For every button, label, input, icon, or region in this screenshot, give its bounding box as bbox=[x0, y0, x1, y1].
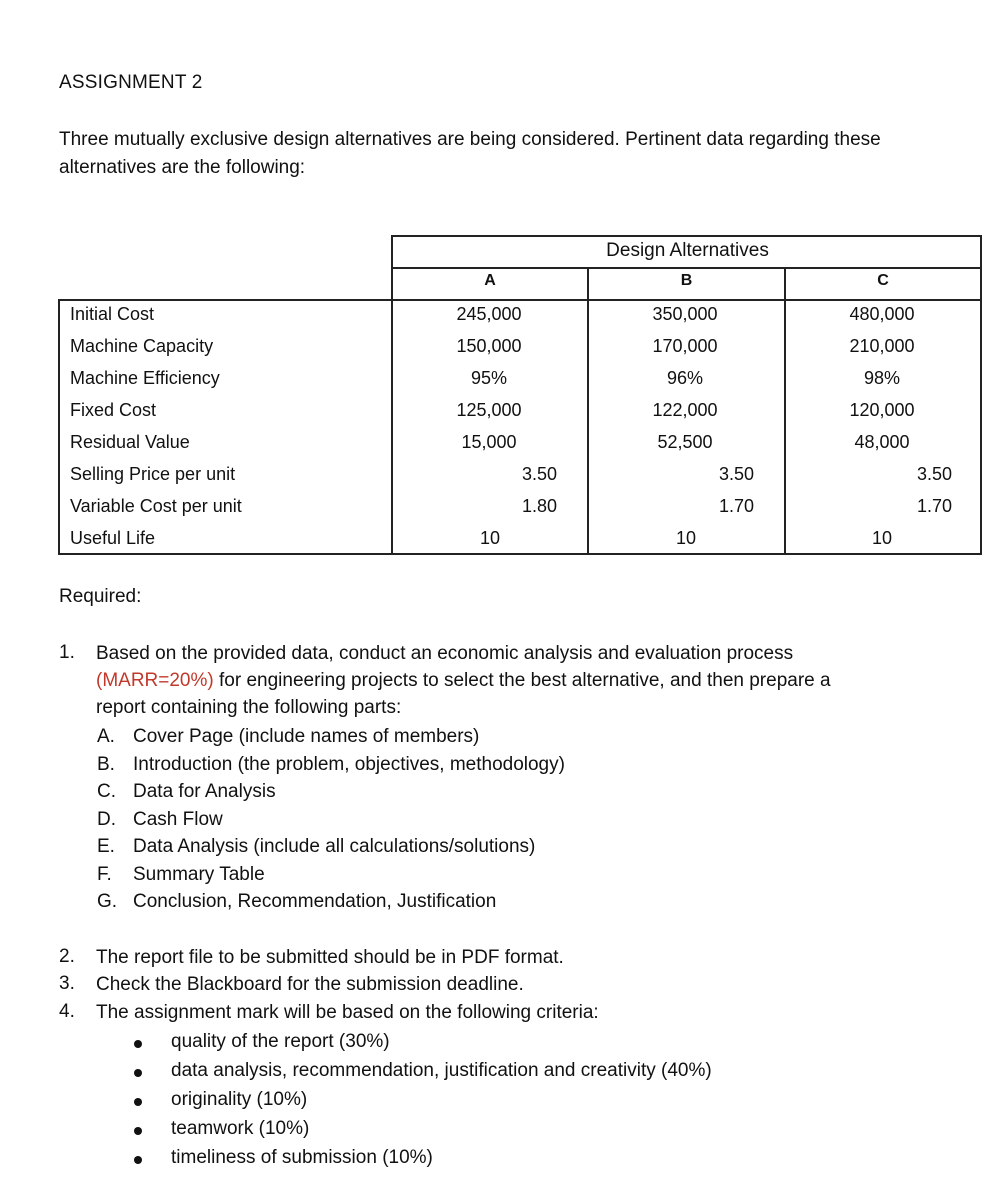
table-cell-b: 52,500 bbox=[657, 432, 713, 452]
table-body-top-border bbox=[58, 299, 982, 301]
part-text: Cover Page (include names of members) bbox=[133, 726, 480, 747]
part-label: E. bbox=[97, 836, 115, 857]
part-label: B. bbox=[97, 753, 115, 775]
item-3-text: Check the Blackboard for the submission deadline. bbox=[96, 974, 524, 995]
table-cell-b: 350,000 bbox=[652, 304, 718, 324]
bullet-icon bbox=[134, 1040, 142, 1048]
row-label: Machine Efficiency bbox=[70, 368, 220, 388]
table-cell-b: 122,000 bbox=[652, 400, 718, 420]
table-top-border bbox=[391, 235, 982, 237]
table-cell-a: 15,000 bbox=[461, 432, 517, 452]
item-3-number: 3. bbox=[59, 973, 75, 994]
row-label: Fixed Cost bbox=[70, 400, 157, 420]
item-1-text bbox=[96, 640, 976, 721]
table-cell-a: 150,000 bbox=[456, 336, 522, 356]
table-cell-b: 1.70 bbox=[718, 496, 754, 516]
item-1-line-1: Based on the provided data, conduct an economic analysis and evaluation process bbox=[96, 643, 794, 664]
group-header: Design Alternatives bbox=[606, 240, 769, 261]
part-label: D. bbox=[97, 808, 116, 830]
table-cell-b: 10 bbox=[676, 528, 697, 548]
row-label: Residual Value bbox=[70, 432, 190, 452]
table-cell-c: 1.70 bbox=[916, 496, 952, 516]
item-1-line-3: report containing the following parts: bbox=[96, 697, 402, 718]
design-alternatives-table bbox=[58, 235, 982, 555]
item-4-text: The assignment mark will be based on the following criteria: bbox=[96, 1002, 599, 1023]
row-label: Initial Cost bbox=[70, 304, 155, 324]
column-header-a: A bbox=[484, 272, 496, 289]
table-cell-c: 48,000 bbox=[854, 432, 910, 452]
item-2-text: The report file to be submitted should be in PDF format. bbox=[96, 947, 564, 968]
table-cell-a: 1.80 bbox=[521, 496, 557, 516]
criteria-item: teamwork (10%) bbox=[171, 1118, 310, 1139]
part-label: F. bbox=[97, 863, 112, 885]
part-text: Data Analysis (include all calculations/solutions) bbox=[133, 836, 536, 857]
part-text: Introduction (the problem, objectives, methodology) bbox=[133, 753, 565, 775]
item-1-line-2 bbox=[96, 667, 976, 694]
table-left-border bbox=[58, 299, 60, 555]
table-right-border bbox=[980, 235, 982, 555]
row-label: Selling Price per unit bbox=[70, 464, 236, 484]
item-1-line-2-rest: for engineering projects to select the best alternative, and then prepare a bbox=[213, 670, 831, 691]
marr-highlight: (MARR=20%) bbox=[96, 670, 214, 691]
table-cell-a: 95% bbox=[470, 368, 508, 388]
table-bottom-border bbox=[58, 553, 982, 555]
part-text: Conclusion, Recommendation, Justification bbox=[133, 891, 497, 912]
criteria-item: originality (10%) bbox=[171, 1089, 308, 1110]
table-cell-c: 98% bbox=[863, 368, 901, 388]
bullet-icon bbox=[134, 1098, 142, 1106]
part-label: A. bbox=[97, 726, 115, 747]
row-label: Machine Capacity bbox=[70, 336, 214, 356]
criteria-item: data analysis, recommendation, justification and creativity (40%) bbox=[171, 1060, 712, 1081]
page-title: ASSIGNMENT 2 bbox=[59, 72, 203, 93]
criteria-item: quality of the report (30%) bbox=[171, 1031, 390, 1052]
bullet-icon bbox=[134, 1127, 142, 1135]
table-header-border bbox=[391, 267, 982, 269]
part-text: Cash Flow bbox=[133, 808, 223, 830]
table-cell-c: 120,000 bbox=[849, 400, 915, 420]
criteria-item: timeliness of submission (10%) bbox=[171, 1147, 433, 1168]
table-cell-a: 10 bbox=[480, 528, 501, 548]
part-label: G. bbox=[97, 891, 118, 912]
table-cell-a: 245,000 bbox=[456, 304, 522, 324]
table-cell-b: 3.50 bbox=[718, 464, 754, 484]
table-cell-c: 3.50 bbox=[916, 464, 952, 484]
bullet-icon bbox=[134, 1156, 142, 1164]
column-header-c: C bbox=[877, 272, 889, 289]
item-1-number: 1. bbox=[59, 642, 75, 663]
item-4-number: 4. bbox=[59, 1001, 75, 1022]
bullet-icon bbox=[134, 1069, 142, 1077]
table-cell-a: 3.50 bbox=[521, 464, 557, 484]
table-cell-b: 170,000 bbox=[652, 336, 718, 356]
table-divider-3 bbox=[784, 267, 786, 555]
part-text: Summary Table bbox=[133, 863, 265, 885]
table-cell-b: 96% bbox=[666, 368, 704, 388]
part-text: Data for Analysis bbox=[133, 781, 276, 802]
table-divider-2 bbox=[587, 267, 589, 555]
item-2-number: 2. bbox=[59, 946, 75, 967]
table-cell-c: 480,000 bbox=[849, 304, 915, 324]
row-label: Useful Life bbox=[70, 528, 156, 548]
column-header-b: B bbox=[680, 272, 693, 289]
table-cell-c: 10 bbox=[872, 528, 893, 548]
table-cell-c: 210,000 bbox=[849, 336, 915, 356]
part-label: C. bbox=[97, 781, 116, 802]
row-label: Variable Cost per unit bbox=[70, 496, 242, 516]
table-cell-a: 125,000 bbox=[456, 400, 522, 420]
required-heading: Required: bbox=[59, 586, 142, 607]
intro-paragraph: Three mutually exclusive design alternatives are being considered. Pertinent data regarding these alternatives are the following: bbox=[59, 129, 881, 178]
